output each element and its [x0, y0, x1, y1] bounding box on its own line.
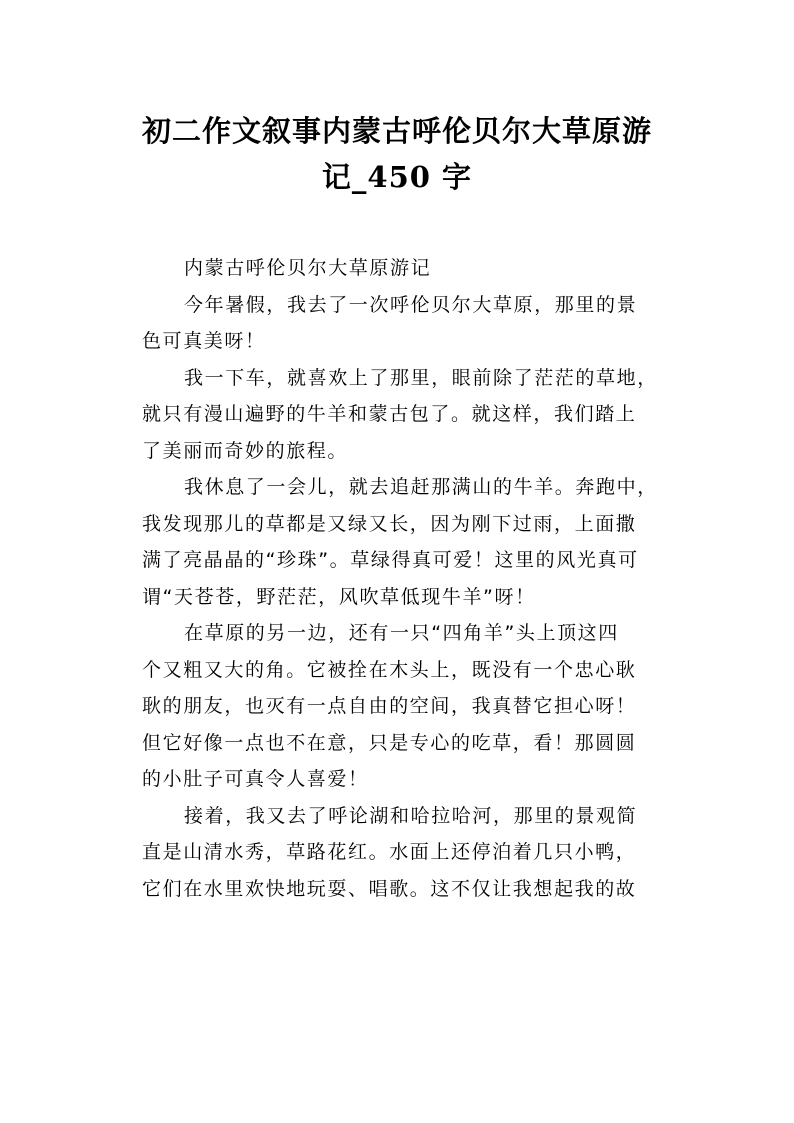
body-line: 我发现那儿的草都是又绿又长，因为刚下过雨，上面撒	[142, 512, 637, 535]
body-line: 但它好像一点也不在意，只是专心的吃草，看！那圆圆	[142, 731, 637, 754]
document-body	[142, 250, 662, 907]
body-line: 色可真美呀！	[142, 330, 266, 352]
title-line-2: 记_450 字	[321, 160, 473, 194]
body-line: 个又粗又大的角。它被拴在木头上，既没有一个忠心耿	[142, 658, 637, 681]
body-line: 直是山清水秀，草路花红。水面上还停泊着几只小鸭，	[142, 841, 637, 863]
body-line: 它们在水里欢快地玩耍、唱歌。这不仅让我想起我的故	[142, 877, 637, 900]
body-line: 接着，我又去了呼论湖和哈拉哈河，那里的景观简	[184, 804, 638, 827]
body-line: 耿的朋友，也灭有一点自由的空间，我真替它担心呀！	[142, 695, 637, 717]
body-line: 在草原的另一边，还有一只“四角羊”头上顶这四	[184, 622, 619, 644]
body-line: 内蒙古呼伦贝尔大草原游记	[184, 257, 432, 279]
body-line: 了美丽而奇妙的旅程。	[142, 439, 349, 462]
body-line: 的小肚子可真令人喜爱！	[142, 768, 369, 790]
body-line: 就只有漫山遍野的牛羊和蒙古包了。就这样，我们踏上	[142, 403, 637, 425]
body-line: 今年暑假，我去了一次呼伦贝尔大草原，那里的景	[184, 293, 638, 316]
body-line: 满了亮晶晶的“珍珠”。草绿得真可爱！这里的风光真可	[142, 549, 639, 571]
document-title	[0, 108, 794, 200]
title-line-1: 初二作文叙事内蒙古呼伦贝尔大草原游	[141, 114, 652, 148]
body-line: 我休息了一会儿，就去追赶那满山的牛羊。奔跑中，	[184, 476, 658, 498]
body-line: 我一下车，就喜欢上了那里，眼前除了茫茫的草地，	[184, 366, 658, 389]
body-line: 谓“天苍苍，野茫茫，风吹草低现牛羊”呀！	[142, 585, 536, 608]
